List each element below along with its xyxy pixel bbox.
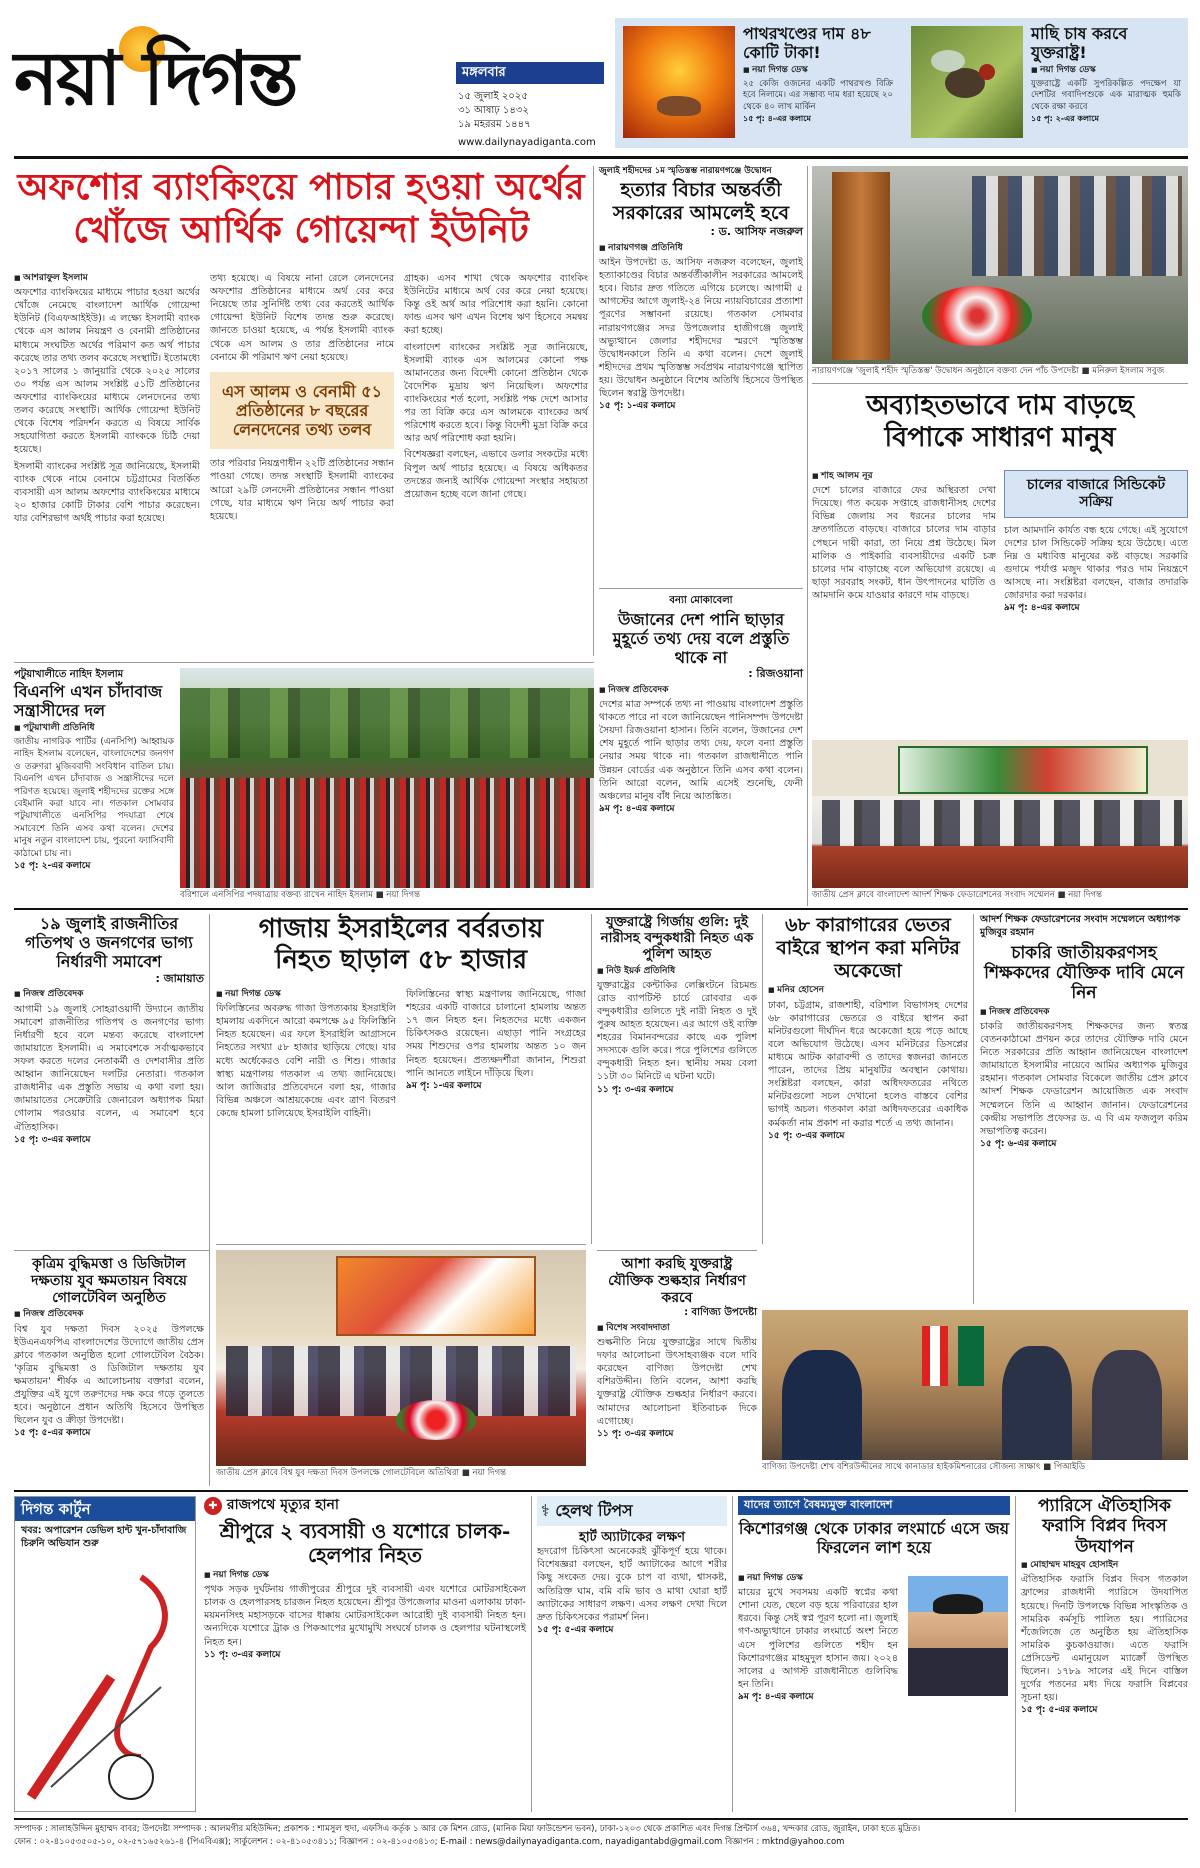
stone-shape [657,96,701,116]
bd-flag [958,1326,984,1386]
road-icon: ✚ [204,1497,222,1515]
ai-cont[interactable]: ১৫ পৃ: ৫-এর কলামে [14,1428,91,1439]
tariff-text: শুল্কনীতি নিয়ে যুক্তরাষ্ট্রের সাথে দ্বিতীয় দফার আলোচনা উৎসাহব্যঞ্জক বলে দাবি করেছেন বাণিজ্য উপদেষ্টা শেখ বশিরউদ্দীন। তিনি বলেন, আশা করছি যুক্তরাষ্ট্র যৌক্তিক শুল্কহার নির্ধারণ করবে। আমাদের আলোচনা ইতিবাচক দিকে এগোচ্ছে। [597,1337,757,1427]
jamaat-text: আগামী ১৯ জুলাই সোহরাওয়ার্দী উদ্যানে জাতীয় সমাবেশ রাজনীতির গতিপথ ও জনগণের ভাগ্য নির্ধারণী হবে বলে মন্তব্য করেছে বাংলাদেশ জামায়াতে ইসলামী। এ সমাবেশকে সর্বাত্মকভাবে সফল করতে দলের নেতাকর্মী ও দেশবাসীর প্রতি আহ্বান জানিয়েছেন দলটির নেতারা। গতকাল রাজধানীর এক প্রস্তুতি সভায় এ কথা বলা হয়। জামায়াতের সেক্রেটারি জেনারেল অধ্যাপক মিয়া গোলাম পরওয়ার বলেন, এ সমাবেশ হবে ঐতিহাসিক। [14,1003,204,1133]
jamaat-byline: ■ নিজস্ব প্রতিবেদক [14,988,204,1000]
people-group [972,176,1182,276]
murder-story[interactable] [599,166,803,586]
flood-byline: ■ নিজস্ব প্রতিবেদক [599,684,803,696]
roundtable-panel [226,1346,576,1416]
rice-byline: ■ শাহ আলম নূর [812,470,996,482]
teaser-stone-text: ২৫ কেজি ওজনের একটি পাথরখণ্ড বিক্রি হবে নিলামে। এর সম্ভাব্য দাম ধরা হয়েছে ২০ থেকে ৪০ লাখ মার্কিন [743,78,893,112]
lead-story[interactable] [14,166,588,656]
health-cont[interactable]: ১৫ পৃ: ৫-এর কলামে [537,1624,614,1635]
canada-person-3 [1092,1350,1162,1460]
divider-july [1015,1496,1016,1812]
rice-col-2 [1004,470,1188,614]
health-label-box [537,1496,727,1526]
flood-headline: উজানের দেশ পানি ছাড়ার মুহূর্তে তথ্য দেয় বলে প্রস্তুতি থাকে না [612,609,790,667]
roundtable-photo [216,1250,586,1466]
tariff-speaker: : বাণিজ্য উপদেষ্টা [684,1307,757,1319]
lead-col3b-text: বাংলাদেশ ব্যাংকের সংশ্লিষ্ট সূত্র জানিয়েছে, ইসলামী ব্যাংক এস আলমের কোনো পক্ষ আমানতের জন্য বিদেশী কোনো প্রতিষ্ঠান থেকে বৈদেশিক মুদ্রায় ঋণ নিয়েছিল। অফশোর ব্যাংকিংয়ের শর্ত হলো, সংশ্লিষ্ট পক্ষ দেশে আসার পর তা বিক্রি করে এস আলমকে ব্যাংকের অর্থ পরিশোধ করতে হবে। কিন্তু বিদেশী মুদ্রা বিক্রি করে আর অর্থ পরিশোধ করা হয়নি। [404,341,588,445]
murder-byline: ■ নারায়ণগঞ্জ প্রতিনিধি [599,242,803,254]
day-label [456,62,604,84]
teachers-photo [812,740,1188,888]
jamaat-speaker: : জামায়াত [155,971,204,985]
church-headline: যুক্তরাষ্ট্রে গির্জায় গুলি: দুই নারীসহ বন্দুকধারী নিহত এক পুলিশ আহত [600,914,754,963]
lead-pull-quote [210,372,394,450]
bnp-text: জাতীয় নাগরিক পার্টির (এনসিপি) আহ্বায়ক নাহিদ ইসলাম বলেছেন, বাংলাদেশের জনগণ ও তরুণরা মুজিববাদী সংবিধান বাতিল চায়। বিএনপি এখন চাঁদাবাজ ও সন্ত্রাসীদের দলে পরিণত হয়েছে। জুলাই শহীদদের রক্তের সঙ্গে বেইমানি করা যাবে না। গতকাল সোমবার পটুয়াখালীতে এনসিপির পদযাত্রা শেষে সমাবেশে তিনি এসব কথা বলেন। দেশের মানুষ নতুন বাংলাদেশ চায়, পুরনো ফ্যাসিবাদী কাঠামো চায় না। [14,737,174,859]
ai-headline: কৃত্রিম বুদ্ধিমত্তা ও ডিজিটাল দক্ষতায় যুব ক্ষমতায়ন বিষয়ে গোলটেবিল অনুষ্ঠিত [31,1256,187,1306]
july-headline: কিশোরগঞ্জ থেকে ঢাকার লংমার্চে এসে জয় ফিরলেন লাশ হয়ে [738,1518,1010,1558]
rally-trees [180,688,594,758]
date-bn: ৩১ আষাঢ় ১৪৩২ [458,105,529,116]
gaza-col-1 [216,986,396,1120]
footer-line-1: সম্পাদক : সালাহউদ্দিন মুহাম্মদ বাবর; উপদেষ্টা সম্পাদক : আলমগীর মহিউদ্দিন; প্রকাশক : শামসুল হুদা, এফসিএ কর্তৃক ১ আর কে মিশন রোড, (মানিক মিয়া ফাউন্ডেশন ভবন), ঢাকা-১২০৩ থেকে প্রকাশিত এবং দিগন্ত প্রিন্টার্স ৩৬৪, খন্দকার রোড, জুরাইন, ঢাকা হতে মুদ্রিত। [14,1824,921,1834]
ai-story[interactable] [14,1256,204,1486]
monument-credit: মনিরুল ইসলাম সবুজ [1092,366,1165,376]
jamaat-headline: ১৯ জুলাই রাজনীতির গতিপথ ও জনগণের ভাগ্য নির্ধারণী সমাবেশ [25,914,193,972]
canada-flag [922,1326,948,1386]
cartoon-label: দিগন্ত কার্টুন [15,1497,195,1521]
fly-eye [979,64,995,80]
divider-ai-photo [216,1244,586,1245]
footer-line-2: ফোন : ০২-৪১০৫৩৫০৫-১০, ০২-৫৭১৬৫২৬১-৪ (পিএবিএক্স); সার্কুলেশন : ০২-৪১০৫৩৪১১; বিজ্ঞাপন : ০২-৪১০৫৩৪১৩; E-mail : news@dailynayadiganta.com, nayadigantabd@gmail.com বিজ্ঞাপন : mktnd@yahoo.com [14,1836,845,1847]
jamaat-story[interactable] [14,914,204,1254]
bnp-story[interactable] [14,668,174,904]
teaser-bar [615,18,1188,148]
teachers-text: চাকরি জাতীয়করণসহ শিক্ষকদের জন্য স্বতন্ত্র বেতনকাঠামো প্রণয়ন করে তাদের যৌক্তিক দাবি মেনে নিতে সরকারের প্রতি আহ্বান জানিয়েছেন বাংলাদেশ জামায়াতে ইসলামীর নায়েবে আমির অধ্যাপক মুজিবুর রহমান। গতকাল সোমবার বিকেলে জাতীয় প্রেস ক্লাবে আদর্শ শিক্ষক ফেডারেশন আয়োজিত এক সংবাদ সম্মেলনে তিনি এ আহ্বান জানান। ফেডারেশনের কেন্দ্রীয় সভাপতি প্রফেসর ড. এ বি এম ফজলুল করিম সভাপতিত্ব করেন। [980,1020,1188,1137]
lead-col3c-text: বিশেষজ্ঞরা বলছেন, এভাবে ডলার সংকটের মধ্যে বিপুল অর্থ পাচার হয়েছে। এ বিষয়ে অধিকতর তদন্তের জন্যই আর্থিক গোয়েন্দা সংস্থার সহায়তা প্রয়োজন হচ্ছে বলে জানা গেছে। [404,449,588,500]
church-story[interactable] [597,914,757,1244]
bnp-cont[interactable]: ১৫ পৃ: ২-এর কলামে [14,861,91,872]
divider-gaza [591,914,592,1244]
fly-photo [911,26,1023,138]
rice-col-1 [812,468,996,602]
roundtable-screen [336,1256,536,1336]
july-cont[interactable]: ৯ম পৃ: ৪-এর কলামে [738,1692,814,1703]
tariff-byline: ■ বিশেষ সংবাদদাতা [597,1322,757,1334]
rice-cont[interactable]: ৯ম পৃ: ৪-এর কলামে [1004,603,1080,614]
teachers-credit: নয়া দিগন্ত [1068,890,1102,900]
lead-byline: ■ আশরাফুল ইসলাম [14,272,200,284]
ai-byline: ■ নিজস্ব প্রতিবেদক [14,1308,204,1320]
prison-byline: ■ মনির হোসেন [768,984,968,996]
canada-caption: বাণিজ্য উপদেষ্টা শেখ বশিরউদ্দীনের সাথে কানাডার হাইকমিশনারের সৌজন্য সাক্ষাৎ ■ পিআইডি [762,1462,1086,1472]
rice-box-text: চালের বাজারে সিন্ডিকেট সক্রিয় [1026,477,1166,510]
monument-pillar [832,172,890,360]
date-en: ১৫ জুলাই ২০২৫ [458,91,528,102]
tariff-cont[interactable]: ১১ পৃ: ৩-এর কলামে [597,1428,674,1439]
july-label: যাদের ত্যাগে বৈষম্যমুক্ত বাংলাদেশ [738,1496,1010,1515]
tariff-headline: আশা করছি যুক্তরাষ্ট্র যৌক্তিক শুল্কহার নির্ধারণ করবে [608,1256,746,1306]
july-story[interactable] [738,1496,1010,1812]
day: মঙ্গলবার [462,65,506,80]
lead-headline-2: খোঁজে আর্থিক গোয়েন্দা ইউনিট [73,209,529,252]
teaser-fly-title: মাছি চাষ করবে যুক্তরাষ্ট্র! [1031,24,1128,63]
france-text: ঐতিহাসিক ফরাসি বিপ্লব দিবস গতকাল ফ্রান্সের রাজধানী প্যারিসে উদযাপিত হয়েছে। দিনটি উপলক্ষে বিভিন্ন সাংস্কৃতিক ও সামরিক কর্মসূচি পালিত হয়। প্যারিসের শঁজেলিজে তে অনুষ্ঠিত হয় ঐতিহাসিক সামরিক কুচকাওয়াজ। এতে ফরাসি প্রেসিডেন্ট এমানুয়েল ম্যাক্রোঁ উপস্থিত ছিলেন। ১৭৮৯ সালের এই দিনে বাস্তিল দুর্গের পতনের মধ্য দিয়ে ফরাসি বিপ্লবের সূচনা হয়। [1021,1574,1188,1704]
road-kicker: রাজপথে মৃত্যুর হানা [226,1497,339,1513]
date-hijri: ১৯ মহররম ১৪৪৭ [458,119,531,130]
flood-story[interactable] [599,594,803,906]
flood-kicker: বন্যা মোকাবেলা [669,595,733,606]
july-text-col [738,1570,898,1703]
lead-col-1 [14,270,200,525]
monument-caption: নারায়ণগঞ্জে 'জুলাই শহীদ স্মৃতিস্তম্ভ' উদ্বোধন অনুষ্ঠানে বক্তব্য দেন পাঁচ উপদেষ্টা ■ মনিরুল ইসলাম সবুজ [812,366,1165,376]
murder-speaker: : ড. আসিফ নজরুল [710,225,803,239]
france-byline: ■ মোহাম্মদ মাহবুব হোসাইন [1021,1559,1188,1571]
canada-person-1 [782,1350,862,1460]
rally-crowd [180,778,594,888]
martyr-photo [908,1576,1008,1696]
rally-caption: বরিশালে এনসিপির পদযাত্রায় বক্তব্য রাখেন নাহিদ ইসলাম ■ নয়া দিগন্ত [180,890,420,900]
teaser-fly[interactable] [1031,24,1181,124]
murder-kicker: জুলাই শহীদদের ১ম স্মৃতিস্তম্ভ নারায়ণগঞ্জে উদ্বোধন [599,166,772,176]
lead-col-3 [404,272,588,501]
divider-flood-top [599,588,803,589]
july-text: মায়ের মুখে সবসময় একটি স্বপ্নের কথা শোনা যেত, ছেলে বড় হয়ে পরিবারের হাল ধরবে। কিন্তু সেই স্বপ্ন পূরণ হলো না। জুলাই গণ-অভ্যুত্থানে ঢাকার লংমার্চে অংশ নিতে এসে পুলিশের গুলিতে শহীদ হন কিশোরগঞ্জের মাহমুদুল হাসান জয়। ২০২৪ সালের ৫ আগস্ট রাজধানীতে গুলিবিদ্ধ হন তিনি। [738,1587,898,1690]
teaser-stone[interactable] [743,24,893,124]
gaza-headline-1: গাজায় ইসরাইলের বর্বরতায় [258,914,544,944]
road-byline: ■ নয়া দিগন্ত ডেস্ক [204,1569,526,1581]
cartoon-arm-icon [31,1677,111,1797]
roundtable-caption-text: জাতীয় প্রেস ক্লাবে বিশ্ব যুব দক্ষতা দিবস উপলক্ষে গোলটেবিলে অতিথিরা [216,1468,460,1478]
cartoon-drawing [21,1557,191,1807]
teachers-byline: ■ নিজস্ব প্রতিবেদক [980,1006,1188,1018]
gaza-byline: ■ নয়া দিগন্ত ডেস্ক [216,988,396,1000]
teaser-stone-title: পাথরখণ্ডের দাম ৪৮ কোটি টাকা! [743,24,871,63]
prison-headline: ৬৮ কারাগারের ভেতর বাইরে স্থাপন করা মনিটর অকেজো [776,914,960,982]
divider-road [531,1496,532,1812]
gaza-col1-text: ফিলিস্তিনের অবরুদ্ধ গাজা উপত্যকায় ইসরাইলি হামলায় একদিনে আরো কমপক্ষে ৯৫ ফিলিস্তিনি নিহত হয়েছেন। এর ফলে ইসরাইলি আগ্রাসনে নিহতের সংখ্যা ৫৮ হাজার ছাড়িয়ে গেছে। যার মধ্যে অর্ধেকেরও বেশি নারী ও শিশু। গাজার স্বাস্থ্য মন্ত্রণালয় গতকাল এ তথ্য জানিয়েছে। আল জাজিরার প্রতিবেদনে বলা হয়, গাজার বিভিন্ন অঞ্চলে আশ্রয়কেন্দ্রে এবং ত্রাণ বিতরণ কেন্দ্রে হামলা চালিয়েছে ইসরাইলি বাহিনী। [216,1003,396,1120]
murder-cont[interactable]: ১৫ পৃ: ১-এর কলামে [599,401,676,412]
divider-church [762,914,763,1244]
monument-photo [812,166,1188,364]
rice-text: দেশে চালের বাজারে ফের অস্থিরতা দেখা দিয়েছে। গত কয়েক সপ্তাহে রাজধানীসহ দেশের বিভিন্ন জেলায় সব ধরনের চালের দাম দ্রুতগতিতে বাড়ছে। বাজারে চালের দাম বাড়ার পেছনে দায়ী কারা, তা নিয়ে প্রশ্ন উঠেছে। মিল মালিক ও পাইকারি ব্যবসায়ীদের একটি চক্র চালের দাম বাড়াচ্ছে বলে অভিযোগ রয়েছে। এ ছাড়া সরবরাহ সংকট, ধান উৎপাদনের ঘাটতি ও আমদানি কমে যাওয়ার কারণে দাম বাড়ছে। [812,485,996,602]
health-headline: হার্ট অ্যাটাকের লক্ষণ [579,1529,685,1545]
prison-cont[interactable]: ১৫ পৃ: ৩-এর কলামে [768,1130,845,1141]
july-byline: ■ নয়া দিগন্ত ডেস্ক [738,1572,898,1584]
teaser-stone-source: ■ নয়া দিগন্ত ডেস্ক [743,64,893,76]
masthead-rule [14,156,1188,159]
jamaat-cont[interactable]: ১৫ পৃ: ৩-এর কলামে [14,1134,91,1145]
roundtable-caption: জাতীয় প্রেস ক্লাবে বিশ্ব যুব দক্ষতা দিবস উপলক্ষে গোলটেবিলে অতিথিরা ■ নয়া দিগন্ত [216,1468,507,1478]
road-story[interactable] [204,1496,526,1812]
health-label: হেলথ টিপস [555,1501,633,1520]
rally-photo [180,668,594,888]
road-headline: শ্রীপুরে ২ ব্যবসায়ী ও যশোরে চালক-হেলপার নিহত [219,1519,511,1567]
canada-credit: পিআইডি [1053,1462,1086,1472]
roundtable-credit: নয়া দিগন্ত [472,1468,507,1478]
flood-text: দেশের মাত্র সম্পর্কে তথ্য না পাওয়ায় বাংলাদেশ প্রস্তুতি থাকতে পারে না বলে জানিয়েছেন পানিসম্পদ উপদেষ্টা সৈয়দা রিজওয়ানা হাসান। তিনি বলেন, উজানের দেশ শেষ মুহূর্তে পানি ছাড়ার তথ্য দেয়, ফলে বন্যা প্রস্তুতি নেয়ার সময় থাকে না। গতকাল রাজধানীতে পানি উন্নয়ন বোর্ডের এক অনুষ্ঠানে তিনি এসব কথা বলেন। তিনি আরো বলেন, আমি এসেই শুনেছি, ফেনী অঞ্চলের মানুষ বাঁধ নিয়ে আতঙ্কিত। [599,699,803,802]
lead-headline-1: অফশোর ব্যাংকিংয়ে পাচার হওয়া অর্থের [17,166,585,208]
stone-photo [623,26,735,138]
gaza-cont[interactable]: ৯ম পৃ: ১-এর কলামে [406,1080,482,1091]
rice-text-2: চাল আমদানি কার্যত বন্ধ হয়ে গেছে। এই সুযোগে দেশের চাল সিন্ডিকেট সক্রিয় হয়ে উঠেছে। এতে নিম্ন ও মধ্যবিত্ত মানুষের কষ্ট বাড়ছে। সরকারি গুদামে পর্যাপ্ত মজুদ থাকার পরও দাম নিয়ন্ত্রণে আসছে না। সংশ্লিষ্টরা বলছেন, বাজার তদারকি জোরদার করা দরকার। [1004,524,1188,602]
gaza-story[interactable] [216,914,586,1234]
lead-col2b-text: তার পরিবার নিয়ন্ত্রণাধীন ২২টি প্রতিষ্ঠানের সন্ধান পাওয়া গেছে। তদন্ত সংস্থাটি ইসলামী ব্যাংকের আরো ২৯টি লেনদেনী প্রতিষ্ঠানের সন্ধান পাওয়া গেছে, যার মাধ্যমে ঋণ নিয়ে অর্থ পাচার করা হয়েছে। [210,458,394,522]
flood-speaker: : রিজওয়ানা [748,667,803,681]
france-headline: প্যারিসে ঐতিহাসিক ফরাসি বিপ্লব দিবস উদযাপন [1038,1496,1171,1557]
roundtable-flowers [396,1400,476,1440]
road-kicker-box [204,1496,526,1515]
divider-row4 [14,1250,209,1251]
health-story[interactable] [537,1496,727,1812]
rice-story[interactable] [812,390,1188,730]
footer-rule [14,1818,1188,1820]
teaser-fly-cont[interactable]: ১৫ পৃ: ২-এর কলামে [1031,113,1099,123]
divider-murder [807,166,808,906]
divider-prison [973,914,974,1304]
canada-caption-text: বাণিজ্য উপদেষ্টা শেখ বশিরউদ্দীনের সাথে কানাডার হাইকমিশনারের সৌজন্য সাক্ষাৎ [762,1462,1041,1472]
murder-headline: হত্যার বিচার অন্তর্বর্তী সরকারের আমলেই হবে [612,179,790,225]
road-cont[interactable]: ১১ পৃ: ৩-এর কলামে [204,1649,281,1660]
rally-credit: নয়া দিগন্ত [386,890,420,900]
divider-lead [593,166,594,656]
divider-jamaat [209,914,210,1486]
masthead [14,14,614,154]
teachers-panel [822,800,1182,846]
bnp-headline: বিএনপি এখন চাঁদাবাজ সন্ত্রাসীদের দল [14,681,163,720]
cartoon-text: খবর: অপারেশন ডেভিল হান্ট খুন-চাঁদাবাজি চিরুনি অভিযান শুরু [21,1525,187,1549]
teachers-banner [898,746,1148,794]
divider-rice-top [812,383,1188,384]
rice-box [1004,470,1188,518]
canada-photo [762,1310,1188,1460]
teachers-caption: জাতীয় প্রেস ক্লাবে বাংলাদেশ আদর্শ শিক্ষক ফেডারেশনের সংবাদ সম্মেলন ■ নয়া দিগন্ত [812,890,1102,900]
tariff-story[interactable] [597,1256,757,1486]
gaza-col2-text: ফিলিস্তিনের স্বাস্থ্য মন্ত্রণালয় জানিয়েছে, গাজা শহরের একটি বাজারে চালানো হামলায় অন্তত ১৭ জন নিহত হন। নিহতদের মধ্যে একজন চিকিৎসকও রয়েছেন। এছাড়া পানি সংগ্রহের সময় শিশুদের ওপর হামলায় অন্তত ১০ জন নিহত হয়েছেন। প্রত্যক্ষদর্শীরা জানান, শিশুরা পানি আনতে লাইনে দাঁড়িয়ে ছিল। [406,989,586,1079]
church-cont[interactable]: ১১ পৃ: ৩-এর কলামে [597,1084,674,1095]
lead-col1b-text: ইসলামী ব্যাংকের সংশ্লিষ্ট সূত্র জানিয়েছে, ইসলামী ব্যাংক থেকে নামে বেনামে চট্টগ্রামের বিতর্কিত ব্যবসায়ী এস আলম অফশোর ব্যাংকিংয়ের মাধ্যমে ২০ হাজার কোটি টাকার বেশি পাচার করেছেন। যার বেশিরভাগ অর্থই পাচার করা হয়েছে। [14,460,200,524]
fly-wing [931,50,965,72]
divider-row2 [14,662,594,663]
teachers-cont[interactable]: ১৫ পৃ: ৬-এর কলামে [980,1138,1057,1149]
church-byline: ■ নিউ ইয়র্ক প্রতিনিধি [597,965,757,977]
teachers-headline: চাকরি জাতীয়করণসহ শিক্ষকদের যৌক্তিক দাবি মেনে নিন [984,942,1184,1004]
cartoon-hook-icon [117,1577,165,1757]
date-block [458,90,608,150]
canada-person-2 [1002,1346,1072,1460]
teaser-fly-source: ■ নয়া দিগন্ত ডেস্ক [1031,64,1181,76]
divider-health [732,1496,733,1812]
rice-headline-2: বিপাকে সাধারণ মানুষ [884,422,1116,454]
teaser-stone-cont[interactable]: ১৫ পৃ: ৪-এর কলামে [743,113,811,123]
bnp-kicker: পটুয়াখালীতে নাহিদ ইসলাম [14,669,124,680]
rally-caption-text: বরিশালে এনসিপির পদযাত্রায় বক্তব্য রাখেন নাহিদ ইসলাম [180,890,373,900]
lead-col2-text: তথ্য হয়েছে। এ বিষয়ে নানা রেলে লেনদেনের অফশোর প্রতিষ্ঠানের মাধ্যমে অর্থ বের করে নিয়েছে তার সুনির্দিষ্ট তথ্য বের করতেই আর্থিক গোয়েন্দা ইউনিট বিশেষ তদন্ত শুরু করেছে। জানতে চাওয়া হয়েছে, এ পর্যন্ত ইসলামী ব্যাংক থেকে এস আলম ও তার প্রতিষ্ঠানের নামে বেনামে কী পরিমাণ ঋণ নেয়া হয়েছে। [210,273,394,363]
doctor-icon: ⚕ [541,1501,550,1520]
website-link[interactable]: www.dailynayadiganta.com [458,137,596,148]
prison-text: ঢাকা, চট্টগ্রাম, রাজশাহী, বরিশাল বিভাগসহ দেশের ৬৮ কারাগারের ভেতরে ও বাইরে স্থাপন করা মনিটরগুলো দীর্ঘদিন ধরে অকেজো হয়ে পড়ে আছে বলে অভিযোগ উঠেছে। এসব মনিটরের ডিসপ্লের মাধ্যমে আটক কারাবন্দী ও তাদের স্বজনরা জানতে পারেন, তাদের প্রিয় মানুষটির অবস্থান কোথায়। সংশ্লিষ্টরা বলছেন, কারা অধিদফতরের নথিতে মনিটরগুলো সচল দেখানো হলেও বাস্তবে বেশির ভাগই অচল। গতকাল কারা অধিদফতরের একাধিক কর্মকর্তা নাম প্রকাশ না করার শর্তে এ তথ্য জানান। [768,999,968,1129]
teaser-fly-text: যুক্তরাষ্ট্রে একটি সুপরিকল্পিত পদক্ষেপ যা দেশটির গবাদিপশুকে এক মারাত্মক হুমকি থেকে রক্ষা করবে [1031,78,1181,112]
gaza-col-2 [406,988,586,1092]
rice-headline-1: অব্যাহতভাবে দাম বাড়ছে [866,390,1134,421]
health-text: হৃদরোগ চিকিৎসা অনেকেরই ঝুঁকিপূর্ণ হয়ে থাকে। বিশেষজ্ঞরা বলছেন, হার্ট অ্যাটাকের আগে শরীর কিছু সংকেত দেয়। বুকে চাপ বা ব্যথা, শ্বাসকষ্ট, অতিরিক্ত ঘাম, বমি বমি ভাব ও মাথা ঘোরা হার্ট অ্যাটাকের সাধারণ লক্ষণ। এসব লক্ষণ দেখা দিলে দ্রুত চিকিৎসকের পরামর্শ নিন। [537,1546,727,1623]
cartoon-box [14,1496,196,1812]
gaza-headline-2: নিহত ছাড়াল ৫৮ হাজার [274,945,528,976]
teachers-story[interactable] [980,914,1188,1304]
divider-row5 [14,1490,1188,1492]
teachers-caption-text: জাতীয় প্রেস ক্লাবে বাংলাদেশ আদর্শ শিক্ষক ফেডারেশনের সংবাদ সম্মেলন [812,890,1055,900]
france-story[interactable] [1021,1496,1188,1812]
logo[interactable]: নয়া দিগন্ত [14,36,297,122]
lead-col-2 [210,272,394,523]
bnp-byline: ■ পটুয়াখালী প্রতিনিধি [14,722,174,734]
teachers-kicker: আদর্শ শিক্ষক ফেডারেশনের সংবাদ সম্মেলনে অধ্যাপক মুজিবুর রহমান [980,914,1181,938]
footer [14,1823,1188,1849]
france-cont[interactable]: ১৫ পৃ: ৫-এর কলামে [1021,1705,1098,1716]
divider-row3 [14,908,1188,910]
lead-pull-text: এস আলম ও বেনামী ৫১ প্রতিষ্ঠানের ৮ বছরের লেনদেনের তথ্য তলব [221,381,383,440]
martyr-hair [933,1594,983,1614]
church-text: যুক্তরাষ্ট্রের কেন্টাকির লেক্সিংটনে রিচমন্ড রোড ব্যাপটিস্ট চার্চে রোববার এক বন্দুকধারীর গুলিতে দুই নারী নিহত ও দুই পুরুষ আহত হয়েছেন। এর আগে ওই ব্যক্তি শহরের বিমানবন্দরের কাছে এক পুলিশ সদস্যকে গুলি করে। পরে পুলিশের গুলিতে বন্দুকধারী নিহত হন। স্থানীয় সময় বেলা ১১টা ৩০ মিনিটে এ ঘটনা ঘটে। [597,979,757,1083]
lead-col1-text: অফশোর ব্যাংকিংয়ের মাধ্যমে পাচার হওয়া অর্থের খোঁজে নেমেছে বাংলাদেশ আর্থিক গোয়েন্দা ইউনিট (বিএফআইইউ)। এ লক্ষ্যে ইসলামী ব্যাংক থেকে এস আলম নিয়ন্ত্রণ ও বেনামী প্রতিষ্ঠানের মাধ্যমে সংঘটিত অর্থের পরিমাণ কত অর্থ পাচার করেছে তার তথ্য তলব করেছে সংস্থাটি। ইতোমধ্যে ২০১৭ সালের ১ জানুয়ারি থেকে ২০২৫ সালের ৩০ পর্যন্ত এস আলম সংশ্লিষ্ট ৫১টি প্রতিষ্ঠানের অফশোর ব্যাংকিংয়ের মাধ্যমে লেনদেনের তথ্য তলব করেছে সংস্থাটি। আর্থিক গোয়েন্দা ইউনিট থেকে বিশেষ পরিদর্শন করতে এ বিষয়ে সার্বিক সহযোগিতা করতে ইসলামী ব্যাংককে চিঠি দেয়া হয়েছে। [14,287,200,456]
prison-story[interactable] [768,914,968,1304]
murder-text: আইন উপদেষ্টা ড. আসিফ নজরুল বলেছেন, জুলাই হত্যাকাণ্ডের বিচার অন্তর্বর্তীকালীন সরকারের আমলেই হবে। বিচার দ্রুত গতিতে এগিয়ে চলেছে। আগামী ৫ আগস্টের আগে জুলাই-২৪ নিয়ে ন্যায়বিচারের প্রত্যাশা পূরণের সম্ভাবনা রয়েছে। গতকাল সোমবার নারায়ণগঞ্জের সদর উপজেলার হাজীগঞ্জে জুলাই অভ্যুত্থানে জেলার শহীদদের স্মরণে স্মৃতিস্তম্ভ উদ্বোধনকালে তিনি এ কথা বলেন। দেশে জুলাই শহীদদের প্রথম স্মৃতিস্তম্ভ সর্বপ্রথম নারায়ণগঞ্জে স্থাপিত হয়। উদ্বোধন অনুষ্ঠানে বিশেষ অতিথি হিসেবে উপস্থিত ছিলেন স্বরাষ্ট্র উপদেষ্টা। [599,257,803,400]
monument-caption-text: নারায়ণগঞ্জে 'জুলাই শহীদ স্মৃতিস্তম্ভ' উদ্বোধন অনুষ্ঠানে বক্তব্য দেন পাঁচ উপদেষ্টা [812,366,1079,376]
monument-wreath [922,286,1032,346]
flood-cont[interactable]: ৯ম পৃ: ৪-এর কলামে [599,803,675,814]
lead-col3-text: গ্রাহক। এসব শাখা থেকে অফশোর ব্যাংকিং ইউনিটের মাধ্যমে অর্থ বের করে নেয়া হয়েছে। কিন্তু ওই অর্থ আর পরিশোধ করা হয়নি। কোনো ফান্ড এসব ঋণ এখন বিশেষ ঋণ হিসেবে সমন্বয় করা হচ্ছে। [404,273,588,337]
road-text: পৃথক সড়ক দুর্ঘটনায় গাজীপুরের শ্রীপুরে দুই ব্যবসায়ী এবং যশোরে মোটরসাইকেল চালক ও হেলপারসহ চারজন নিহত হয়েছেন। শ্রীপুর উপজেলার মাওনা এলাকায় ঢাকা-ময়মনসিংহ মহাসড়কে বাসের ধাক্কায় মোটরসাইকেল আরোহী দুই ব্যবসায়ী নিহত হন। অন্যদিকে যশোরে ট্রাক ও পিকআপের মুখোমুখি সংঘর্ষে চালক ও হেলপার ঘটনাস্থলেই নিহত হন। [204,1584,526,1648]
ai-text: বিশ্ব যুব দক্ষতা দিবস ২০২৫ উপলক্ষে ইউএনএফপিএ বাংলাদেশের উদ্যোগে জাতীয় প্রেস ক্লাবে গতকাল অনুষ্ঠিত হলো গোলটেবিল বৈঠক। 'কৃত্রিম বুদ্ধিমত্তা ও ডিজিটাল দক্ষতায় যুব ক্ষমতায়ন' শীর্ষক এ আলোচনায় বক্তারা বলেন, প্রযুক্তির এই যুগে তরুণদের দক্ষ করে গড়ে তুলতে হবে। অনুষ্ঠানে প্রধান অতিথি হিসেবে উপস্থিত ছিলেন যুব ও ক্রীড়া উপদেষ্টা। [14,1323,204,1427]
divider-tariff-top [597,1250,757,1251]
cartoon-face-icon [109,1755,153,1799]
